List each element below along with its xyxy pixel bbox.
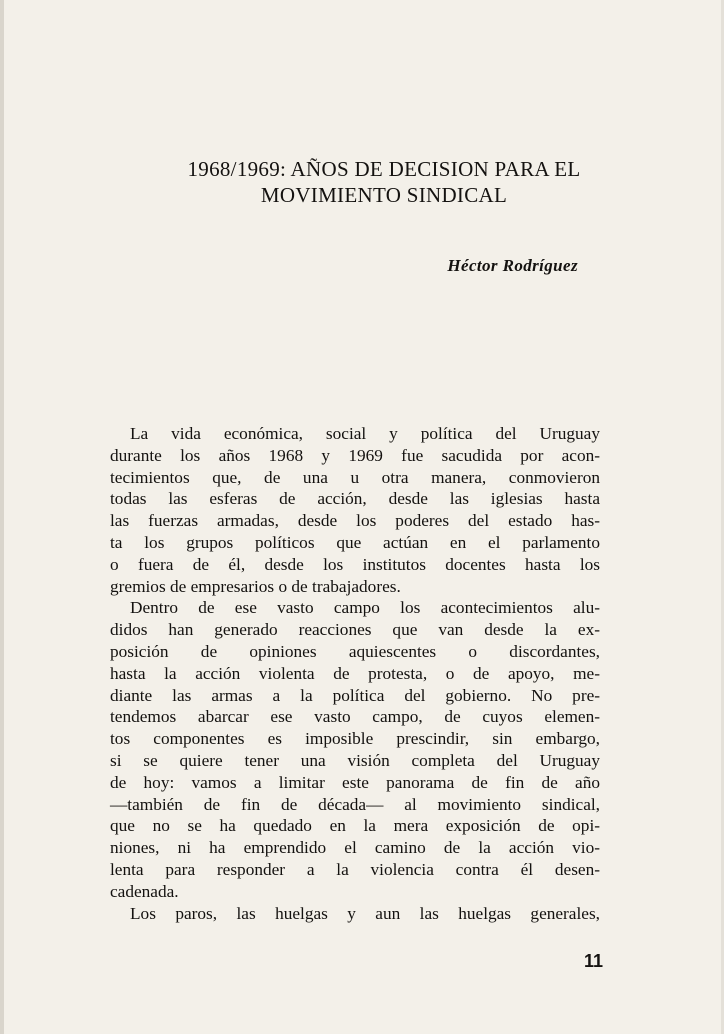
body-line: cadenada.	[110, 881, 179, 901]
body-line: de hoy: vamos a limitar este panorama de fin de año	[110, 772, 600, 792]
body-line: diante las armas a la política del gobierno. No pre-	[110, 685, 600, 705]
body-line: posición de opiniones aquiescentes o discordantes,	[110, 641, 600, 661]
body-line: Los paros, las huelgas y aun las huelgas generales,	[130, 903, 600, 923]
body-line: durante los años 1968 y 1969 fue sacudida por acon-	[110, 445, 600, 465]
page-number: 11	[583, 951, 603, 971]
chapter-title	[104, 156, 664, 208]
body-line: gremios de empresarios o de trabajadores.	[110, 576, 401, 596]
body-line: tos componentes es imposible prescindir, sin embargo,	[110, 729, 600, 749]
body-line: tendemos abarcar ese vasto campo, de cuyos elemen-	[110, 707, 600, 727]
body-text	[110, 423, 600, 924]
body-line: ta los grupos políticos que actúan en el parlamento	[110, 532, 600, 552]
body-line: didos han generado reacciones que van desde la ex-	[110, 620, 600, 640]
body-line: hasta la acción violenta de protesta, o de apoyo, me-	[110, 663, 600, 683]
body-line: —también de fin de década— al movimiento sindical,	[110, 794, 600, 814]
body-line: que no se ha quedado en la mera exposición de opi-	[110, 816, 600, 836]
body-line: o fuera de él, desde los institutos docentes hasta los	[110, 554, 600, 574]
chapter-title-line-1: 1968/1969: AÑOS DE DECISION PARA EL	[187, 157, 581, 181]
body-line: si se quiere tener una visión completa del Uruguay	[110, 750, 600, 770]
body-line: lenta para responder a la violencia contra él desen-	[110, 859, 600, 879]
body-line: Dentro de ese vasto campo los acontecimientos alu-	[130, 598, 600, 618]
body-line: las fuerzas armadas, desde los poderes del estado has-	[110, 511, 600, 531]
body-line: todas las esferas de acción, desde las iglesias hasta	[110, 489, 600, 509]
author-name: Héctor Rodríguez	[447, 256, 578, 275]
body-line: tecimientos que, de una u otra manera, conmovieron	[110, 467, 600, 487]
body-line: niones, ni ha emprendido el camino de la acción vio-	[110, 838, 600, 858]
body-line: La vida económica, social y política del Uruguay	[130, 424, 600, 443]
chapter-title-line-2: MOVIMIENTO SINDICAL	[260, 183, 508, 207]
